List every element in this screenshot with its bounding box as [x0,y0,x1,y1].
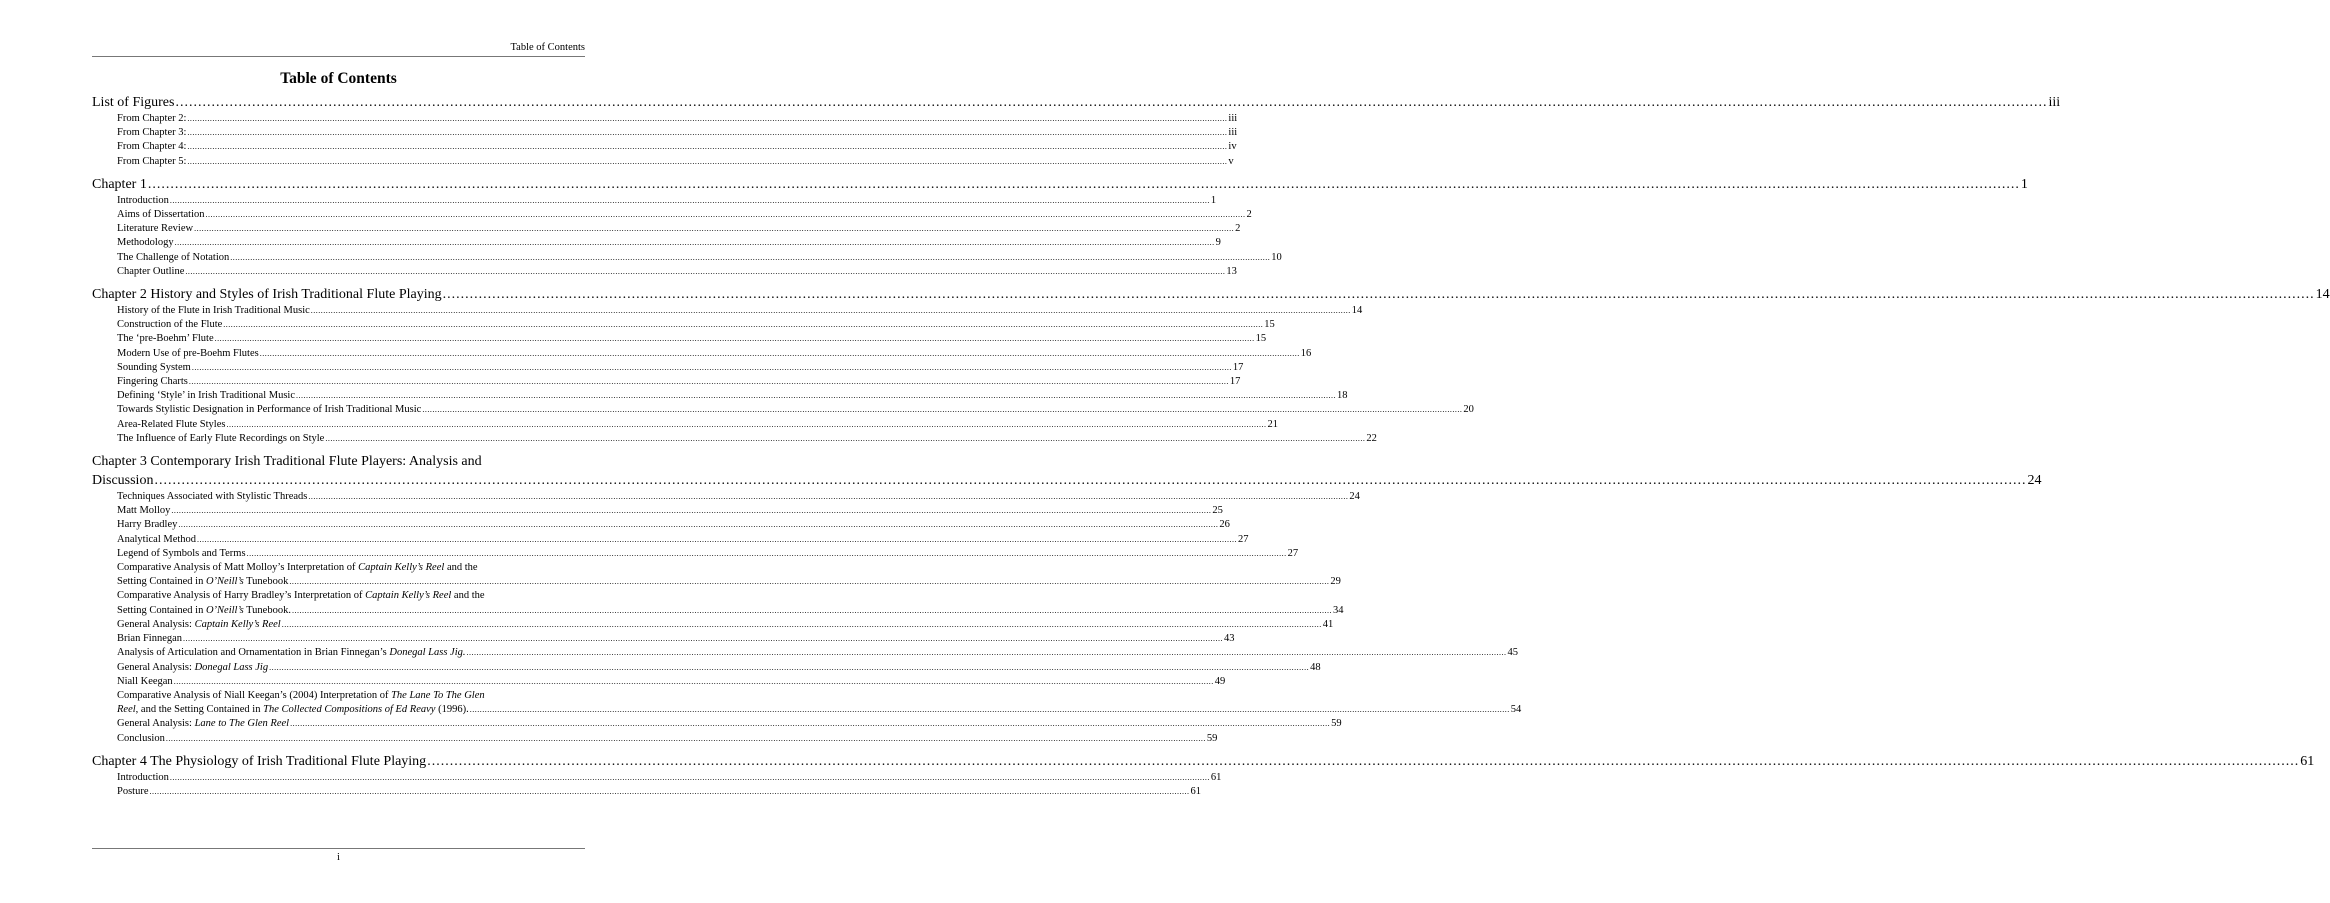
toc-subentry[interactable]: Literature Review ..... 2 [92,222,585,236]
toc-entry-list-of-figures[interactable]: List of Figures ..... iii [92,93,585,112]
toc-subentry[interactable]: Posture ..... 61 [92,785,585,799]
toc-subentry[interactable]: Conclusion ..... 59 [92,732,585,746]
toc-subentry[interactable]: Brian Finnegan ..... 43 [92,632,585,646]
toc-subentry[interactable]: Chapter Outline ..... 13 [92,265,585,279]
toc-subentry[interactable]: The Influence of Early Flute Recordings on Style ..... 22 [92,432,585,446]
toc-subentry[interactable]: Defining ‘Style’ in Irish Traditional Music ..... 18 [92,389,585,403]
toc-subentry-bradley-line1[interactable]: Comparative Analysis of Harry Bradley’s Interpretation of Captain Kelly’s Reel and the [117,590,485,602]
toc-subentry[interactable]: Towards Stylistic Designation in Performance of Irish Traditional Music ..... 20 [92,403,585,417]
toc-subentry[interactable]: Matt Molloy ..... 25 [92,504,585,518]
toc-subentry[interactable]: The Challenge of Notation ..... 10 [92,251,585,265]
toc-subentry[interactable]: Analytical Method ..... 27 [92,533,585,547]
page-number: i [337,852,340,863]
toc-subentry[interactable]: From Chapter 4: ..... iv [92,140,585,154]
toc-subentry[interactable]: History of the Flute in Irish Traditional Music ..... 14 [92,304,585,318]
toc-entry-chapter-2[interactable]: Chapter 2 History and Styles of Irish Traditional Flute Playing ..... 14 [92,285,585,304]
toc-subentry-keegan-comparison[interactable]: Reel, and the Setting Contained in The Collected Compositions of Ed Reavy (1996). ..... 54 [92,703,585,717]
toc-subentry[interactable]: Fingering Charts ..... 17 [92,375,585,389]
toc-subentry[interactable]: Aims of Dissertation ..... 2 [92,208,585,222]
toc-subentry[interactable]: Harry Bradley ..... 26 [92,518,585,532]
toc-subentry[interactable]: Sounding System ..... 17 [92,361,585,375]
page-title: Table of Contents [280,70,397,87]
page-footer [92,848,585,863]
toc-subentry[interactable]: General Analysis: Captain Kelly’s Reel ..... 41 [92,618,585,632]
toc-subentry[interactable]: From Chapter 5: ..... v [92,155,585,169]
toc-subentry[interactable]: Niall Keegan ..... 49 [92,675,585,689]
toc-entry-chapter-4[interactable]: Chapter 4 The Physiology of Irish Traditional Flute Playing ..... 61 [92,752,585,771]
toc-subentry[interactable]: Modern Use of pre-Boehm Flutes ..... 16 [92,347,585,361]
toc-subentry[interactable]: The ‘pre-Boehm’ Flute ..... 15 [92,332,585,346]
toc-subentry[interactable]: General Analysis: Lane to The Glen Reel ..... 59 [92,717,585,731]
toc-subentry-bradley[interactable]: Setting Contained in O’Neill’s Tunebook. ..... 34 [92,604,585,618]
toc-subentry[interactable]: From Chapter 2: ..... iii [92,112,585,126]
toc-subentry[interactable]: Introduction ..... 61 [92,771,585,785]
toc-subentry[interactable]: Legend of Symbols and Terms ..... 27 [92,547,585,561]
toc-subentry-molloy-line1[interactable]: Comparative Analysis of Matt Molloy’s Interpretation of Captain Kelly’s Reel and the [117,562,478,574]
toc-subentry[interactable]: Introduction ..... 1 [92,194,585,208]
toc-subentry[interactable]: Construction of the Flute ..... 15 [92,318,585,332]
toc-subentry[interactable]: General Analysis: Donegal Lass Jig ..... 48 [92,661,585,675]
page-header [92,38,585,57]
toc-subentry[interactable]: Analysis of Articulation and Ornamentation in Brian Finnegan’s Donegal Lass Jig. ..... 45 [92,646,585,660]
toc-subentry[interactable]: Methodology ..... 9 [92,236,585,250]
toc-entry-chapter-3[interactable]: Discussion ..... 24 [92,471,585,490]
running-head: Table of Contents [510,42,585,53]
table-of-contents [92,93,2330,799]
toc-subentry[interactable]: Techniques Associated with Stylistic Threads ..... 24 [92,490,585,504]
toc-subentry-molloy[interactable]: Setting Contained in O’Neill’s Tunebook ..... 29 [92,575,585,589]
toc-entry-chapter-1[interactable]: Chapter 1 ..... 1 [92,175,585,194]
toc-subentry[interactable]: Area-Related Flute Styles ..... 21 [92,418,585,432]
toc-subentry[interactable]: From Chapter 3: ..... iii [92,126,585,140]
toc-entry-chapter-3-line1[interactable]: Chapter 3 Contemporary Irish Traditional Flute Players: Analysis and [92,454,482,470]
toc-subentry-keegan-line1[interactable]: Comparative Analysis of Niall Keegan’s (2004) Interpretation of The Lane To The Glen [117,689,485,701]
